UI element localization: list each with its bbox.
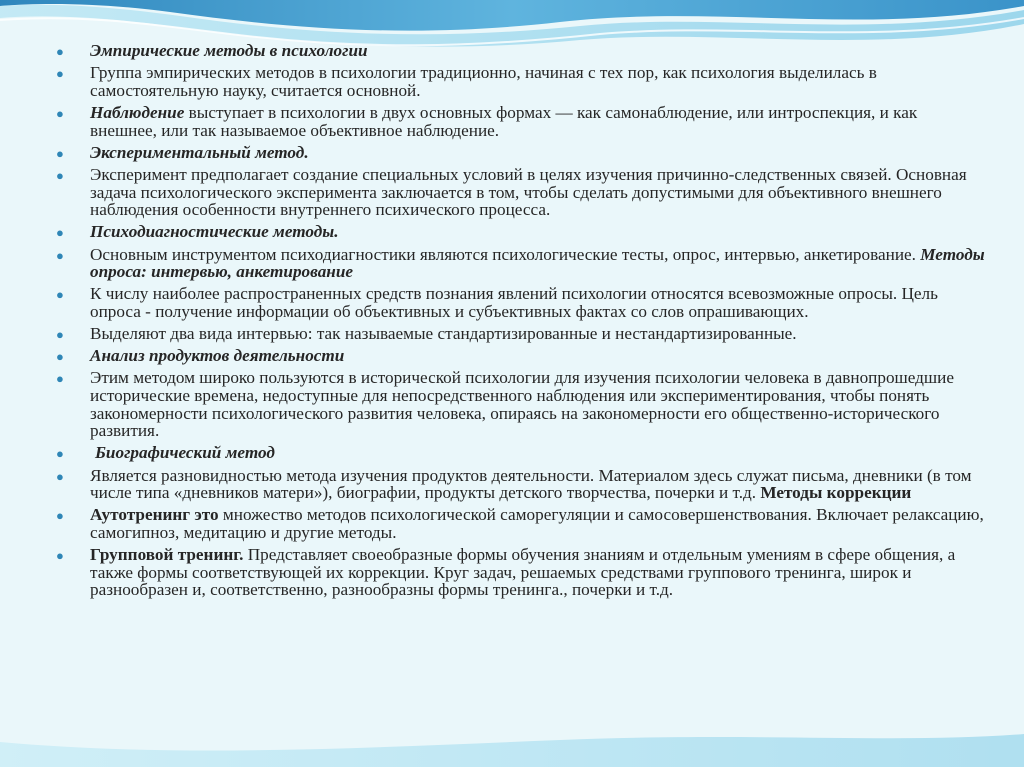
- bullet-dot-icon: ●: [56, 508, 64, 524]
- bullet-dot-icon: ●: [56, 105, 64, 121]
- heading-experimental-method: Экспериментальный метод.: [90, 142, 309, 162]
- bullet-dot-icon: ●: [56, 446, 64, 462]
- bullet-dot-icon: ●: [56, 548, 64, 564]
- slide-content: [56, 42, 986, 604]
- bullet-list: [56, 42, 986, 599]
- list-item: [56, 246, 986, 281]
- list-item: [56, 325, 986, 343]
- list-item: [56, 285, 986, 320]
- list-item-text: Выделяют два вида интервью: так называемые стандартизированные и нестандартизированные.: [90, 324, 797, 344]
- list-item-text: К числу наиболее распространенных средств познания явлений психологии относятся всевозможные опросы. Цель опроса - получение информации об объективных и субъективных фактах со слов опрашивающих.: [90, 284, 938, 321]
- list-item: [56, 223, 986, 241]
- list-item: [56, 104, 986, 139]
- list-item-text: выступает в психологии в двух основных формах — как самонаблюдение, или интроспекция, и как внешнее, или так называемое объективное наблюдение.: [90, 102, 918, 140]
- list-item-text: Эксперимент предполагает создание специальных условий в целях изучения причинно-следственных связей. Основная задача психологического эксперимента заключается в том, чтобы сделать допустимыми для объективного внешнего наблюдения особенности внутреннего психического процесса.: [90, 164, 967, 220]
- bullet-dot-icon: ●: [56, 287, 64, 303]
- heading-empirical-methods: Эмпирические методы в психологии: [90, 41, 368, 60]
- term-observation: Наблюдение: [90, 102, 185, 122]
- bullet-dot-icon: ●: [56, 44, 64, 59]
- list-item: [56, 144, 986, 162]
- term-autotraining: Аутотренинг это: [90, 505, 219, 525]
- bullet-dot-icon: ●: [56, 66, 64, 82]
- list-item: [56, 64, 986, 99]
- list-item: [56, 369, 986, 439]
- list-item-text: Этим методом широко пользуются в исторической психологии для изучения психологии человека в давнопрошедшие исторические времена, недоступные для непосредственного наблюдения или экспериментирования, чтобы понять закономерности психологического развития человека, опираясь на закономерности его общественно-исторического развития.: [90, 368, 954, 441]
- list-item-text: Основным инструментом психодиагностики являются психологические тесты, опрос, интервью, анкетирование.: [90, 244, 921, 264]
- bullet-dot-icon: ●: [56, 349, 64, 365]
- list-item: [56, 444, 986, 462]
- bullet-dot-icon: ●: [56, 327, 64, 343]
- list-item: [56, 467, 986, 502]
- bullet-dot-icon: ●: [56, 225, 64, 241]
- list-item-text: Группа эмпирических методов в психологии традиционно, начиная с тех пор, как психология выделилась в самостоятельную науку, считается основной.: [90, 63, 877, 100]
- list-item: [56, 42, 986, 60]
- term-group-training: Групповой тренинг.: [90, 545, 244, 565]
- list-item: [56, 546, 986, 599]
- bullet-dot-icon: ●: [56, 145, 64, 161]
- bullet-dot-icon: ●: [56, 247, 64, 263]
- list-item: [56, 347, 986, 365]
- bullet-dot-icon: ●: [56, 468, 64, 484]
- heading-activity-products-analysis: Анализ продуктов деятельности: [90, 346, 345, 366]
- bullet-dot-icon: ●: [56, 167, 64, 183]
- list-item: [56, 166, 986, 219]
- heading-psychodiagnostic-methods: Психодиагностические методы.: [90, 222, 339, 242]
- list-item: [56, 506, 986, 541]
- heading-biographical-method: Биографический метод: [95, 443, 275, 463]
- list-item-text: Является разновидностью метода изучения продуктов деятельности. Материалом здесь служат письма, дневники (в том числе типа «дневников матери»), биографии, продукты детского творчества, почерки и т.д.: [90, 465, 972, 503]
- heading-correction-methods: Методы коррекции: [760, 483, 912, 503]
- list-item-text: множество методов психологической саморегуляции и самосовершенствования. Включает релаксацию, самогипноз, медитацию и другие методы.: [90, 505, 984, 542]
- bullet-dot-icon: ●: [56, 371, 64, 387]
- heading-survey-methods: Методы опроса: интервью, анкетирование: [90, 244, 985, 282]
- list-item-text: Представляет своеобразные формы обучения знаниям и отдельным умениям в сфере общения, а также формы соответствующей их коррекции. Круг задач, решаемых средствами группового тренинга, широк и разнообразен и, соответственно, разнообразны формы тренинга., почерки и т.д.: [90, 545, 956, 600]
